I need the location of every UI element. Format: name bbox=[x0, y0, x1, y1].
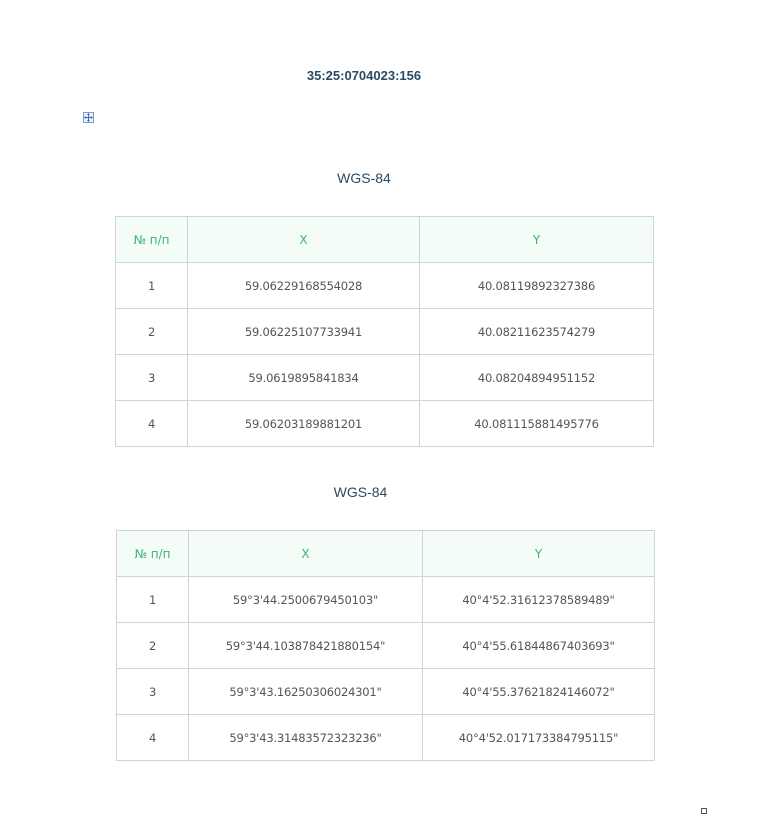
cell-x: 59°3'44.103878421880154" bbox=[189, 623, 423, 669]
coordinates-table-dms bbox=[116, 530, 655, 761]
table-row bbox=[117, 577, 655, 623]
cell-y: 40°4'55.37621824146072" bbox=[423, 669, 655, 715]
cell-number: 4 bbox=[117, 715, 189, 761]
cell-y: 40.08211623574279 bbox=[420, 309, 654, 355]
header-y: Y bbox=[420, 217, 654, 263]
cell-number: 2 bbox=[117, 623, 189, 669]
cell-x: 59°3'44.2500679450103" bbox=[189, 577, 423, 623]
table-row bbox=[117, 715, 655, 761]
cell-x: 59°3'43.16250306024301" bbox=[189, 669, 423, 715]
cell-y: 40.081115881495776 bbox=[420, 401, 654, 447]
document-title: 35:25:0704023:156 bbox=[306, 68, 422, 83]
table-row bbox=[117, 669, 655, 715]
table-row bbox=[116, 401, 654, 447]
header-y: Y bbox=[423, 531, 655, 577]
cell-x: 59°3'43.31483572323236" bbox=[189, 715, 423, 761]
coordinates-table-decimal bbox=[115, 216, 654, 447]
table-row bbox=[117, 623, 655, 669]
table-row bbox=[116, 309, 654, 355]
cell-y: 40.08204894951152 bbox=[420, 355, 654, 401]
header-x: X bbox=[189, 531, 423, 577]
table-row bbox=[116, 355, 654, 401]
cell-number: 2 bbox=[116, 309, 188, 355]
table-move-handle-icon[interactable] bbox=[83, 112, 94, 123]
cell-number: 1 bbox=[116, 263, 188, 309]
table-caption: WGS-84 bbox=[333, 484, 388, 500]
cell-y: 40.08119892327386 bbox=[420, 263, 654, 309]
cell-number: 3 bbox=[117, 669, 189, 715]
cell-number: 3 bbox=[116, 355, 188, 401]
table-row bbox=[116, 263, 654, 309]
cell-y: 40°4'52.017173384795115" bbox=[423, 715, 655, 761]
cell-x: 59.06229168554028 bbox=[188, 263, 420, 309]
cell-x: 59.0619895841834 bbox=[188, 355, 420, 401]
paragraph-end-icon bbox=[701, 808, 707, 814]
table-header-row bbox=[117, 531, 655, 577]
header-x: X bbox=[188, 217, 420, 263]
cell-number: 4 bbox=[116, 401, 188, 447]
cell-y: 40°4'52.31612378589489" bbox=[423, 577, 655, 623]
header-number: № п/п bbox=[116, 217, 188, 263]
cell-y: 40°4'55.61844867403693" bbox=[423, 623, 655, 669]
cell-number: 1 bbox=[117, 577, 189, 623]
header-number: № п/п bbox=[117, 531, 189, 577]
cell-x: 59.06225107733941 bbox=[188, 309, 420, 355]
table-header-row bbox=[116, 217, 654, 263]
cell-x: 59.06203189881201 bbox=[188, 401, 420, 447]
table-caption: WGS-84 bbox=[337, 170, 391, 186]
